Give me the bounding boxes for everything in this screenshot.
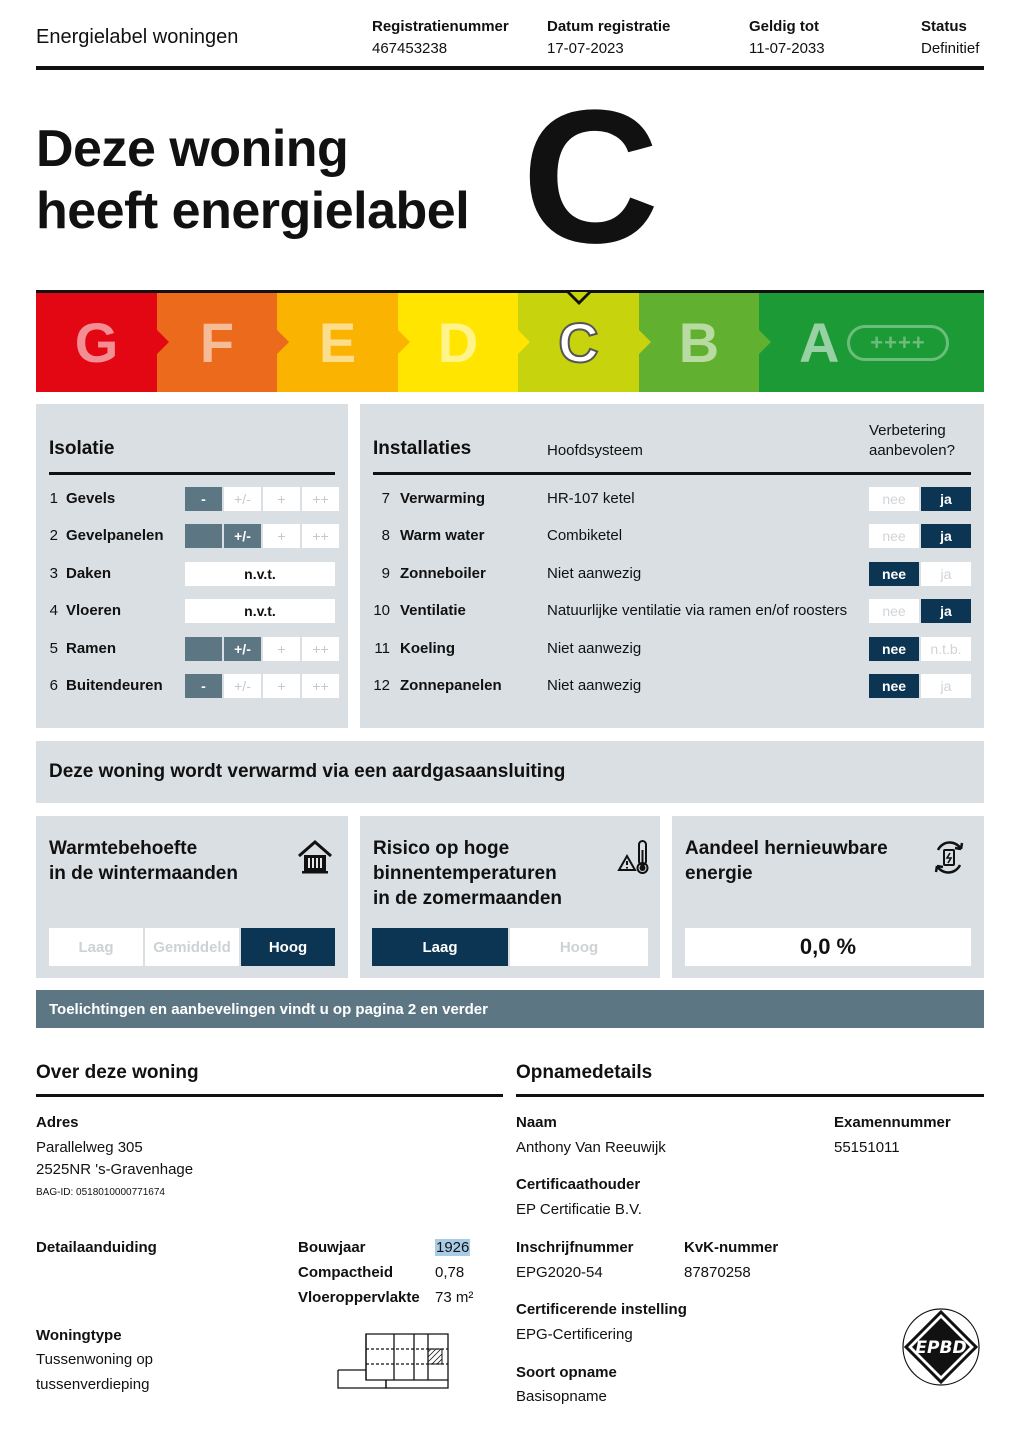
a-plus-pill: ++++ bbox=[847, 325, 949, 361]
energy-scale bbox=[36, 293, 984, 392]
rating-box: ++ bbox=[302, 637, 339, 661]
warmte-option-gemiddeld: Gemiddeld bbox=[145, 928, 239, 966]
isolatie-row-label: Vloeren bbox=[66, 602, 122, 620]
warmtebehoefte-title: Warmtebehoefte in de wintermaanden bbox=[49, 838, 238, 884]
kvk-label: KvK-nummer bbox=[684, 1239, 779, 1256]
inschrijfnummer-value: EPG2020-54 bbox=[516, 1264, 603, 1281]
scale-pointer-inner bbox=[570, 292, 588, 301]
vloeroppervlakte-label: Vloeroppervlakte bbox=[298, 1289, 420, 1306]
scale-letter-g: G bbox=[74, 311, 119, 374]
rating-box: +/- bbox=[224, 637, 261, 661]
isolatie-row-number: 5 bbox=[49, 639, 58, 657]
geldig-tot: Geldig tot 11-07-2033 bbox=[749, 18, 825, 57]
isolatie-row-label: Daken bbox=[66, 564, 112, 582]
adres-line-1: Parallelweg 305 bbox=[36, 1139, 143, 1156]
rating-box: +/- bbox=[224, 674, 261, 698]
epbd-logo-text: EPBD bbox=[915, 1338, 967, 1358]
compactheid-label: Compactheid bbox=[298, 1264, 394, 1281]
woning-section-title: Over deze woning bbox=[36, 1062, 199, 1083]
headline: Deze woning heeft energielabel bbox=[36, 120, 470, 240]
verbetering-right: ja bbox=[921, 674, 971, 698]
status: Status Definitief bbox=[921, 18, 980, 57]
hoofdsysteem-header: Hoofdsysteem bbox=[547, 442, 643, 459]
verbetering-toggle bbox=[869, 524, 971, 548]
woningtype-line-2: tussenverdieping bbox=[36, 1376, 150, 1393]
verbetering-right: ja bbox=[921, 562, 971, 586]
opname-rule bbox=[516, 1094, 984, 1097]
rating-nvt: n.v.t. bbox=[185, 599, 335, 623]
isolatie-row-number: 1 bbox=[49, 490, 58, 507]
scale-chevron-icon bbox=[518, 330, 530, 354]
rating-box: + bbox=[263, 674, 300, 698]
verbetering-toggle bbox=[869, 674, 971, 698]
verbetering-toggle bbox=[869, 637, 971, 661]
woningtype-building-icon bbox=[336, 1332, 454, 1392]
verbetering-left: nee bbox=[869, 487, 919, 511]
risico-title: Risico op hoge binnentemperaturen in de zomermaanden bbox=[373, 838, 562, 909]
bouwjaar-label: Bouwjaar bbox=[298, 1239, 366, 1256]
installaties-panel bbox=[360, 404, 984, 728]
rating-box: ++ bbox=[302, 674, 339, 698]
risico-scale bbox=[372, 928, 648, 966]
registratienummer: Registratienummer 467453238 bbox=[372, 18, 509, 57]
certificaathouder-label: Certificaathouder bbox=[516, 1176, 641, 1193]
kvk-value: 87870258 bbox=[684, 1264, 751, 1281]
isolatie-row-label: Gevelpanelen bbox=[66, 527, 164, 545]
woningtype-line-1: Tussenwoning op bbox=[36, 1351, 154, 1368]
isolatie-rating bbox=[185, 562, 335, 586]
instelling-label: Certificerende instelling bbox=[516, 1301, 687, 1318]
isolatie-rating bbox=[185, 599, 335, 623]
detailaanduiding-label: Detailaanduiding bbox=[36, 1239, 157, 1256]
verbetering-left: nee bbox=[869, 637, 919, 661]
naam-label: Naam bbox=[516, 1114, 557, 1131]
rating-nvt: n.v.t. bbox=[185, 562, 335, 586]
scale-letter-e: E bbox=[318, 311, 357, 374]
soort-opname-value: Basisopname bbox=[516, 1388, 607, 1405]
verbetering-right: ja bbox=[921, 524, 971, 548]
instelling-value: EPG-Certificering bbox=[516, 1326, 633, 1343]
thermometer-warning-icon bbox=[615, 838, 653, 876]
rating-box bbox=[185, 524, 222, 548]
rating-box: ++ bbox=[302, 524, 339, 548]
renewable-energy-icon bbox=[930, 838, 968, 876]
warmte-option-hoog: Hoog bbox=[241, 928, 335, 966]
isolatie-row-number: 3 bbox=[49, 564, 58, 582]
scale-letter-b: B bbox=[678, 311, 720, 374]
adres-line-2: 2525NR 's-Gravenhage bbox=[36, 1161, 194, 1178]
certificaathouder-value: EP Certificatie B.V. bbox=[516, 1201, 642, 1218]
rating-box: ++ bbox=[302, 487, 339, 511]
scale-chevron-icon bbox=[157, 330, 169, 354]
installatie-row-number: 11 bbox=[374, 639, 390, 657]
scale-chevron-icon bbox=[277, 330, 289, 354]
verbetering-toggle bbox=[869, 562, 971, 586]
installatie-row-number: 9 bbox=[381, 564, 390, 582]
verbetering-toggle bbox=[869, 599, 971, 623]
house-heating-icon bbox=[296, 838, 334, 876]
verbetering-header: Verbetering aanbevolen? bbox=[869, 422, 955, 459]
isolatie-rating bbox=[185, 524, 339, 548]
warmtebehoefte-scale bbox=[49, 928, 335, 966]
scale-segment-f bbox=[157, 293, 277, 392]
rating-box: + bbox=[263, 524, 300, 548]
scale-segment-b bbox=[639, 293, 759, 392]
isolatie-row-label: Buitendeuren bbox=[66, 677, 163, 694]
scale-letter-f: F bbox=[199, 311, 235, 374]
opname-section-title: Opnamedetails bbox=[516, 1062, 653, 1083]
warmte-option-laag: Laag bbox=[49, 928, 143, 966]
isolatie-row-label: Ramen bbox=[66, 639, 117, 657]
rating-box: - bbox=[185, 674, 222, 698]
isolatie-rating bbox=[185, 637, 339, 661]
bag-id: BAG-ID: 0518010000771674 bbox=[36, 1187, 165, 1198]
scale-letter-c: C bbox=[558, 311, 599, 374]
isolatie-rating bbox=[185, 674, 339, 698]
rating-box: + bbox=[263, 487, 300, 511]
scale-segment-e bbox=[277, 293, 398, 392]
installatie-row-number: 10 bbox=[373, 602, 390, 620]
examennummer-value: 55151011 bbox=[834, 1139, 900, 1156]
installatie-row-label: Koeling bbox=[400, 639, 455, 657]
installatie-row-label: Warm water bbox=[400, 527, 485, 545]
scale-chevron-icon bbox=[759, 330, 771, 354]
scale-letter-a: A bbox=[799, 311, 840, 374]
compactheid-value: 0,78 bbox=[435, 1264, 465, 1281]
isolatie-rating bbox=[185, 487, 339, 511]
installatie-row-label: Zonneboiler bbox=[400, 564, 486, 582]
installatie-system: Combiketel bbox=[547, 527, 623, 545]
woningtype-label: Woningtype bbox=[36, 1327, 122, 1344]
isolatie-row-label: Gevels bbox=[66, 490, 116, 507]
datum-registratie: Datum registratie 17-07-2023 bbox=[547, 18, 671, 57]
warmtebehoefte-tile bbox=[36, 816, 348, 978]
verbetering-left: nee bbox=[869, 599, 919, 623]
risico-option-hoog: Hoog bbox=[510, 928, 648, 966]
scale-segment-a bbox=[759, 293, 984, 392]
installatie-row-label: Ventilatie bbox=[400, 602, 466, 620]
installatie-row-number: 8 bbox=[381, 527, 390, 545]
installatie-system: HR-107 ketel bbox=[547, 490, 635, 507]
installatie-row-label: Verwarming bbox=[400, 490, 486, 507]
installatie-system: Niet aanwezig bbox=[547, 677, 642, 694]
document-title: Energielabel woningen bbox=[36, 26, 239, 48]
header-divider bbox=[36, 66, 984, 70]
scale-chevron-icon bbox=[398, 330, 410, 354]
rating-box: +/- bbox=[224, 524, 261, 548]
adres-label: Adres bbox=[36, 1114, 79, 1131]
scale-segment-d bbox=[398, 293, 518, 392]
hernieuwbare-title: Aandeel hernieuwbare energie bbox=[685, 838, 888, 884]
installatie-system: Natuurlijke ventilatie via ramen en/of roosters bbox=[547, 602, 848, 620]
energy-label-letter: C bbox=[522, 71, 660, 283]
rating-box: - bbox=[185, 487, 222, 511]
gas-connection-note: Deze woning wordt verwarmd via een aardgasaansluiting bbox=[36, 741, 984, 803]
verbetering-left: nee bbox=[869, 524, 919, 548]
verbetering-left: nee bbox=[869, 674, 919, 698]
rating-box: + bbox=[263, 637, 300, 661]
scale-segment-c bbox=[518, 293, 639, 392]
isolatie-row-number: 2 bbox=[49, 527, 58, 545]
bouwjaar-value: 1926 bbox=[436, 1239, 470, 1256]
installatie-row-number: 12 bbox=[373, 677, 390, 694]
isolatie-panel bbox=[36, 404, 348, 728]
toelichting-banner: Toelichtingen en aanbevelingen vindt u op pagina 2 en verder bbox=[36, 990, 984, 1028]
examennummer-label: Examennummer bbox=[834, 1114, 951, 1131]
verbetering-right: n.t.b. bbox=[921, 637, 971, 661]
isolatie-row-number: 6 bbox=[49, 677, 58, 694]
naam-value: Anthony Van Reeuwijk bbox=[516, 1139, 666, 1156]
epbd-logo-icon bbox=[898, 1304, 984, 1390]
scale-letter-d: D bbox=[437, 311, 479, 374]
scale-chevron-icon bbox=[639, 330, 651, 354]
risico-option-laag: Laag bbox=[372, 928, 508, 966]
risico-tile bbox=[360, 816, 660, 978]
verbetering-right: ja bbox=[921, 487, 971, 511]
isolatie-row-number: 4 bbox=[49, 602, 58, 620]
isolatie-title: Isolatie bbox=[49, 438, 115, 459]
installatie-system: Niet aanwezig bbox=[547, 639, 642, 657]
rating-box bbox=[185, 637, 222, 661]
hernieuwbare-value: 0,0 % bbox=[685, 928, 971, 966]
inschrijfnummer-label: Inschrijfnummer bbox=[516, 1239, 634, 1256]
installatie-row-number: 7 bbox=[381, 490, 390, 507]
soort-opname-label: Soort opname bbox=[516, 1364, 617, 1381]
vloeroppervlakte-value: 73 m² bbox=[435, 1289, 474, 1306]
rating-box: +/- bbox=[224, 487, 261, 511]
isolatie-rule bbox=[49, 472, 335, 475]
verbetering-left: nee bbox=[869, 562, 919, 586]
installatie-system: Niet aanwezig bbox=[547, 564, 642, 582]
installaties-rule bbox=[373, 472, 971, 475]
installatie-row-label: Zonnepanelen bbox=[400, 677, 502, 694]
verbetering-right: ja bbox=[921, 599, 971, 623]
hernieuwbare-tile bbox=[672, 816, 984, 978]
scale-segment-g bbox=[36, 293, 157, 392]
installaties-title: Installaties bbox=[373, 438, 472, 459]
verbetering-toggle bbox=[869, 487, 971, 511]
woning-rule bbox=[36, 1094, 503, 1097]
